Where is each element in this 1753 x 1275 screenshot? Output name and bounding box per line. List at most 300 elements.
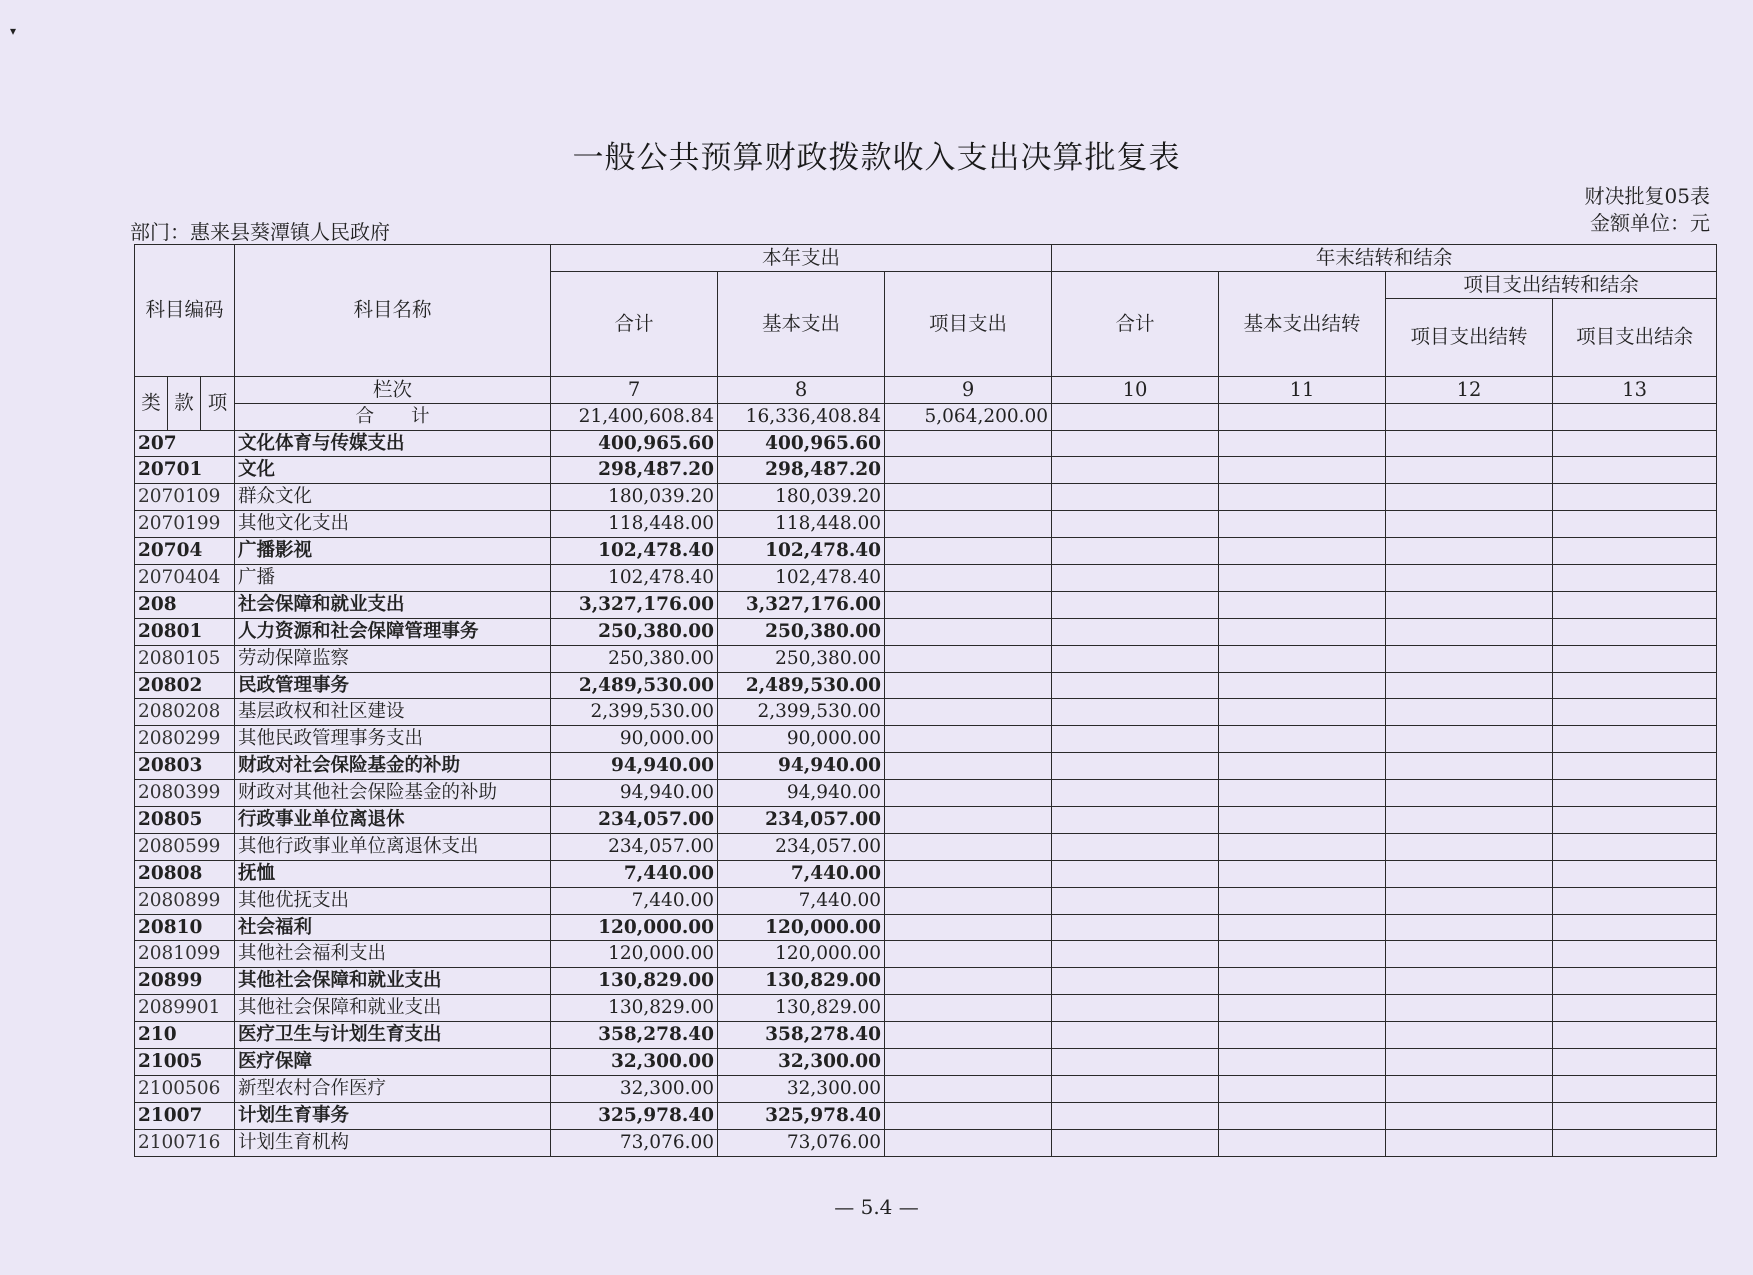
row-code: 2080899 xyxy=(135,887,235,914)
totals-total: 21,400,608.84 xyxy=(551,403,718,430)
empty-cell xyxy=(1386,780,1553,807)
row-total: 325,978.40 xyxy=(551,1102,718,1129)
budget-table xyxy=(134,244,1717,1157)
empty-cell xyxy=(1553,753,1717,780)
empty-cell xyxy=(1386,1075,1553,1102)
empty-cell xyxy=(1052,1049,1219,1076)
empty-cell xyxy=(1553,780,1717,807)
row-code: 2100506 xyxy=(135,1075,235,1102)
row-basic: 94,940.00 xyxy=(718,753,885,780)
empty-cell xyxy=(1052,699,1219,726)
header-total: 合计 xyxy=(551,271,718,376)
empty-cell xyxy=(885,511,1052,538)
row-basic: 325,978.40 xyxy=(718,1102,885,1129)
empty-cell xyxy=(1219,538,1386,565)
empty-cell xyxy=(885,672,1052,699)
table-row xyxy=(135,780,1717,807)
empty-cell xyxy=(1553,807,1717,834)
row-basic: 3,327,176.00 xyxy=(718,591,885,618)
empty-cell xyxy=(1219,699,1386,726)
empty-cell xyxy=(1219,591,1386,618)
empty-cell xyxy=(885,618,1052,645)
empty-cell xyxy=(1553,1129,1717,1156)
empty-cell xyxy=(1052,457,1219,484)
empty-cell xyxy=(1219,511,1386,538)
header-project-balance: 项目支出结余 xyxy=(1553,298,1717,376)
empty-cell xyxy=(1553,591,1717,618)
col-num: 13 xyxy=(1553,376,1717,403)
col-num: 7 xyxy=(551,376,718,403)
row-total: 94,940.00 xyxy=(551,753,718,780)
row-name: 其他民政管理事务支出 xyxy=(235,726,551,753)
empty-cell xyxy=(1052,807,1219,834)
empty-cell xyxy=(1386,1049,1553,1076)
header-year-end: 年末结转和结余 xyxy=(1052,245,1717,272)
row-name: 新型农村合作医疗 xyxy=(235,1075,551,1102)
empty-cell xyxy=(1553,1075,1717,1102)
row-name: 文化体育与传媒支出 xyxy=(235,430,551,457)
row-total: 73,076.00 xyxy=(551,1129,718,1156)
empty-cell xyxy=(1553,430,1717,457)
empty-cell xyxy=(1553,860,1717,887)
empty-cell xyxy=(885,1102,1052,1129)
row-total: 234,057.00 xyxy=(551,807,718,834)
empty-cell xyxy=(1386,430,1553,457)
col-num: 11 xyxy=(1219,376,1386,403)
empty-cell xyxy=(1052,1102,1219,1129)
table-row xyxy=(135,941,1717,968)
empty-cell xyxy=(1553,887,1717,914)
empty-cell xyxy=(1219,618,1386,645)
empty-cell xyxy=(1052,430,1219,457)
header-lanci: 栏次 xyxy=(235,376,551,403)
empty-cell xyxy=(885,833,1052,860)
row-name: 医疗保障 xyxy=(235,1049,551,1076)
row-basic: 2,399,530.00 xyxy=(718,699,885,726)
row-basic: 7,440.00 xyxy=(718,887,885,914)
empty-cell xyxy=(1052,833,1219,860)
empty-cell xyxy=(1553,995,1717,1022)
empty-cell xyxy=(1219,860,1386,887)
row-code: 20704 xyxy=(135,538,235,565)
row-total: 358,278.40 xyxy=(551,1022,718,1049)
row-code: 2100716 xyxy=(135,1129,235,1156)
empty-cell xyxy=(1386,457,1553,484)
empty-cell xyxy=(1052,753,1219,780)
empty-cell xyxy=(1386,484,1553,511)
empty-cell xyxy=(1386,914,1553,941)
empty-cell xyxy=(1386,672,1553,699)
totals-basic: 16,336,408.84 xyxy=(718,403,885,430)
table-row xyxy=(135,968,1717,995)
empty-cell xyxy=(1386,565,1553,592)
empty-cell xyxy=(885,699,1052,726)
empty-cell xyxy=(1553,1102,1717,1129)
row-basic: 102,478.40 xyxy=(718,565,885,592)
empty-cell xyxy=(1386,726,1553,753)
row-code: 2080399 xyxy=(135,780,235,807)
empty-cell xyxy=(1386,968,1553,995)
empty-cell xyxy=(1553,941,1717,968)
table-row xyxy=(135,457,1717,484)
row-code: 20810 xyxy=(135,914,235,941)
table-row xyxy=(135,753,1717,780)
row-code: 2070109 xyxy=(135,484,235,511)
empty-cell xyxy=(1219,1129,1386,1156)
row-code: 2080299 xyxy=(135,726,235,753)
empty-cell xyxy=(1052,995,1219,1022)
table-row xyxy=(135,1075,1717,1102)
header-basic: 基本支出 xyxy=(718,271,885,376)
empty-cell xyxy=(1553,645,1717,672)
row-total: 2,399,530.00 xyxy=(551,699,718,726)
row-code: 21007 xyxy=(135,1102,235,1129)
table-row xyxy=(135,914,1717,941)
row-name: 其他行政事业单位离退休支出 xyxy=(235,833,551,860)
row-code: 2080105 xyxy=(135,645,235,672)
row-name: 社会保障和就业支出 xyxy=(235,591,551,618)
amount-unit: 金额单位：元 xyxy=(1590,211,1710,235)
col-num: 12 xyxy=(1386,376,1553,403)
empty-cell xyxy=(1553,618,1717,645)
row-code: 2089901 xyxy=(135,995,235,1022)
row-basic: 118,448.00 xyxy=(718,511,885,538)
empty-cell xyxy=(1219,726,1386,753)
empty-cell xyxy=(1219,457,1386,484)
empty-cell xyxy=(1052,1022,1219,1049)
empty-cell xyxy=(1219,995,1386,1022)
empty-cell xyxy=(1052,672,1219,699)
row-code: 20801 xyxy=(135,618,235,645)
row-total: 94,940.00 xyxy=(551,780,718,807)
row-code: 20802 xyxy=(135,672,235,699)
header-xiang: 项 xyxy=(201,376,235,430)
col-num: 8 xyxy=(718,376,885,403)
row-name: 其他优抚支出 xyxy=(235,887,551,914)
empty-cell xyxy=(885,430,1052,457)
empty-cell xyxy=(1052,914,1219,941)
empty-cell xyxy=(1052,591,1219,618)
empty-cell xyxy=(1052,726,1219,753)
table-row xyxy=(135,511,1717,538)
row-basic: 102,478.40 xyxy=(718,538,885,565)
empty-cell xyxy=(1052,538,1219,565)
empty-cell xyxy=(1219,1049,1386,1076)
row-total: 120,000.00 xyxy=(551,941,718,968)
empty-cell xyxy=(1553,672,1717,699)
table-row xyxy=(135,887,1717,914)
empty-cell xyxy=(1219,645,1386,672)
empty-cell xyxy=(1386,1022,1553,1049)
page-title: 一般公共预算财政拨款收入支出决算批复表 xyxy=(572,140,1181,176)
row-basic: 298,487.20 xyxy=(718,457,885,484)
empty-cell xyxy=(885,591,1052,618)
table-row xyxy=(135,1102,1717,1129)
header-kuan: 款 xyxy=(168,376,201,430)
row-total: 102,478.40 xyxy=(551,565,718,592)
empty-cell xyxy=(1052,968,1219,995)
empty-cell xyxy=(1386,618,1553,645)
header-ye-total: 合计 xyxy=(1052,271,1219,376)
empty-cell xyxy=(885,780,1052,807)
empty-cell xyxy=(1553,538,1717,565)
empty-cell xyxy=(1219,1022,1386,1049)
empty-cell xyxy=(1219,914,1386,941)
row-total: 298,487.20 xyxy=(551,457,718,484)
empty-cell xyxy=(885,995,1052,1022)
row-total: 90,000.00 xyxy=(551,726,718,753)
row-total: 7,440.00 xyxy=(551,860,718,887)
row-name: 行政事业单位离退休 xyxy=(235,807,551,834)
header-lei: 类 xyxy=(135,376,168,430)
empty-cell xyxy=(885,753,1052,780)
empty-cell xyxy=(885,968,1052,995)
header-code: 科目编码 xyxy=(135,245,235,377)
row-name: 社会福利 xyxy=(235,914,551,941)
row-total: 130,829.00 xyxy=(551,995,718,1022)
table-row xyxy=(135,1022,1717,1049)
row-total: 250,380.00 xyxy=(551,645,718,672)
empty-cell xyxy=(885,457,1052,484)
row-code: 2070404 xyxy=(135,565,235,592)
empty-cell xyxy=(1219,565,1386,592)
empty-cell xyxy=(1219,1102,1386,1129)
empty-cell xyxy=(1386,807,1553,834)
empty-cell xyxy=(1553,511,1717,538)
empty-cell xyxy=(1052,565,1219,592)
empty-cell xyxy=(1052,1075,1219,1102)
empty-cell xyxy=(1219,672,1386,699)
table-row xyxy=(135,672,1717,699)
row-total: 250,380.00 xyxy=(551,618,718,645)
empty-cell xyxy=(1553,565,1717,592)
col-num: 10 xyxy=(1052,376,1219,403)
empty-cell xyxy=(885,1022,1052,1049)
row-name: 抚恤 xyxy=(235,860,551,887)
table-row xyxy=(135,860,1717,887)
header-project: 项目支出 xyxy=(885,271,1052,376)
row-basic: 2,489,530.00 xyxy=(718,672,885,699)
row-name: 计划生育机构 xyxy=(235,1129,551,1156)
row-total: 2,489,530.00 xyxy=(551,672,718,699)
row-name: 其他社会保障和就业支出 xyxy=(235,968,551,995)
table-row xyxy=(135,645,1717,672)
row-code: 20808 xyxy=(135,860,235,887)
row-basic: 120,000.00 xyxy=(718,914,885,941)
empty-cell xyxy=(1553,914,1717,941)
empty-cell xyxy=(885,1075,1052,1102)
table-row xyxy=(135,591,1717,618)
empty-cell xyxy=(1386,591,1553,618)
empty-cell xyxy=(885,887,1052,914)
row-basic: 180,039.20 xyxy=(718,484,885,511)
empty-cell xyxy=(1219,887,1386,914)
empty-cell xyxy=(1052,484,1219,511)
row-name: 医疗卫生与计划生育支出 xyxy=(235,1022,551,1049)
empty-cell xyxy=(1386,833,1553,860)
row-basic: 32,300.00 xyxy=(718,1049,885,1076)
row-total: 234,057.00 xyxy=(551,833,718,860)
empty-cell xyxy=(885,726,1052,753)
row-code: 210 xyxy=(135,1022,235,1049)
empty-cell xyxy=(1553,833,1717,860)
row-basic: 234,057.00 xyxy=(718,833,885,860)
page-number: — 5.4 — xyxy=(834,1195,919,1219)
row-name: 文化 xyxy=(235,457,551,484)
row-name: 群众文化 xyxy=(235,484,551,511)
table-row xyxy=(135,538,1717,565)
row-name: 劳动保障监察 xyxy=(235,645,551,672)
table-row xyxy=(135,430,1717,457)
row-total: 7,440.00 xyxy=(551,887,718,914)
row-basic: 94,940.00 xyxy=(718,780,885,807)
empty-cell xyxy=(1553,457,1717,484)
empty-cell xyxy=(885,645,1052,672)
empty-cell xyxy=(885,860,1052,887)
empty-cell xyxy=(1553,1049,1717,1076)
empty-cell xyxy=(1553,1022,1717,1049)
row-code: 2081099 xyxy=(135,941,235,968)
row-name: 人力资源和社会保障管理事务 xyxy=(235,618,551,645)
row-name: 广播 xyxy=(235,565,551,592)
empty-cell xyxy=(885,565,1052,592)
table-row xyxy=(135,565,1717,592)
row-code: 2070199 xyxy=(135,511,235,538)
totals-label: 合 计 xyxy=(235,403,551,430)
table-row xyxy=(135,618,1717,645)
row-name: 基层政权和社区建设 xyxy=(235,699,551,726)
empty-cell xyxy=(1386,538,1553,565)
row-basic: 250,380.00 xyxy=(718,618,885,645)
row-total: 130,829.00 xyxy=(551,968,718,995)
row-basic: 130,829.00 xyxy=(718,968,885,995)
row-code: 20701 xyxy=(135,457,235,484)
empty-cell xyxy=(1219,807,1386,834)
empty-cell xyxy=(1553,699,1717,726)
row-basic: 400,965.60 xyxy=(718,430,885,457)
header-project-carry-balance: 项目支出结转和结余 xyxy=(1386,271,1717,298)
empty-cell xyxy=(1052,887,1219,914)
empty-cell xyxy=(1553,968,1717,995)
row-code: 2080599 xyxy=(135,833,235,860)
empty-cell xyxy=(885,941,1052,968)
header-current-year: 本年支出 xyxy=(551,245,1052,272)
row-code: 20805 xyxy=(135,807,235,834)
header-name: 科目名称 xyxy=(235,245,551,377)
row-name: 财政对社会保险基金的补助 xyxy=(235,753,551,780)
header-basic-carry: 基本支出结转 xyxy=(1219,271,1386,376)
empty-cell xyxy=(1219,941,1386,968)
table-row xyxy=(135,1049,1717,1076)
table-row xyxy=(135,484,1717,511)
empty-cell xyxy=(885,538,1052,565)
empty-cell xyxy=(1052,780,1219,807)
table-row xyxy=(135,995,1717,1022)
empty-cell xyxy=(1386,753,1553,780)
empty-cell xyxy=(1386,995,1553,1022)
row-total: 180,039.20 xyxy=(551,484,718,511)
row-basic: 120,000.00 xyxy=(718,941,885,968)
empty-cell xyxy=(885,1129,1052,1156)
row-basic: 32,300.00 xyxy=(718,1075,885,1102)
row-total: 120,000.00 xyxy=(551,914,718,941)
empty-cell xyxy=(1219,833,1386,860)
empty-cell xyxy=(1219,968,1386,995)
department-label: 部门：惠来县葵潭镇人民政府 xyxy=(130,220,390,244)
empty-cell xyxy=(1219,753,1386,780)
row-total: 3,327,176.00 xyxy=(551,591,718,618)
row-code: 20803 xyxy=(135,753,235,780)
table-row xyxy=(135,726,1717,753)
row-basic: 130,829.00 xyxy=(718,995,885,1022)
empty-cell xyxy=(885,807,1052,834)
empty-cell xyxy=(1386,645,1553,672)
row-basic: 7,440.00 xyxy=(718,860,885,887)
row-name: 计划生育事务 xyxy=(235,1102,551,1129)
empty-cell xyxy=(1219,430,1386,457)
row-name: 广播影视 xyxy=(235,538,551,565)
empty-cell xyxy=(1052,860,1219,887)
table-row xyxy=(135,807,1717,834)
row-basic: 234,057.00 xyxy=(718,807,885,834)
row-code: 207 xyxy=(135,430,235,457)
form-number: 财决批复05表 xyxy=(1584,184,1710,208)
totals-project: 5,064,200.00 xyxy=(885,403,1052,430)
empty-cell xyxy=(1219,484,1386,511)
row-total: 118,448.00 xyxy=(551,511,718,538)
corner-mark: ▾ xyxy=(10,24,17,38)
empty-cell xyxy=(885,914,1052,941)
row-code: 208 xyxy=(135,591,235,618)
row-name: 民政管理事务 xyxy=(235,672,551,699)
header-project-carry: 项目支出结转 xyxy=(1386,298,1553,376)
row-code: 2080208 xyxy=(135,699,235,726)
empty-cell xyxy=(1386,1102,1553,1129)
empty-cell xyxy=(1386,887,1553,914)
empty-cell xyxy=(885,1049,1052,1076)
row-total: 32,300.00 xyxy=(551,1049,718,1076)
empty-cell xyxy=(1052,645,1219,672)
empty-cell xyxy=(1553,484,1717,511)
row-name: 其他社会保障和就业支出 xyxy=(235,995,551,1022)
empty-cell xyxy=(1386,699,1553,726)
empty-cell xyxy=(1052,511,1219,538)
row-name: 其他文化支出 xyxy=(235,511,551,538)
table-row xyxy=(135,1129,1717,1156)
empty-cell xyxy=(885,484,1052,511)
row-basic: 90,000.00 xyxy=(718,726,885,753)
empty-cell xyxy=(1052,618,1219,645)
row-code: 20899 xyxy=(135,968,235,995)
empty-cell xyxy=(1219,1075,1386,1102)
row-total: 32,300.00 xyxy=(551,1075,718,1102)
table-row xyxy=(135,833,1717,860)
empty-cell xyxy=(1219,780,1386,807)
col-num: 9 xyxy=(885,376,1052,403)
empty-cell xyxy=(1386,941,1553,968)
row-basic: 73,076.00 xyxy=(718,1129,885,1156)
empty-cell xyxy=(1386,860,1553,887)
row-total: 400,965.60 xyxy=(551,430,718,457)
row-basic: 250,380.00 xyxy=(718,645,885,672)
row-name: 财政对其他社会保险基金的补助 xyxy=(235,780,551,807)
row-basic: 358,278.40 xyxy=(718,1022,885,1049)
empty-cell xyxy=(1052,941,1219,968)
row-name: 其他社会福利支出 xyxy=(235,941,551,968)
empty-cell xyxy=(1386,1129,1553,1156)
empty-cell xyxy=(1386,511,1553,538)
empty-cell xyxy=(1052,1129,1219,1156)
